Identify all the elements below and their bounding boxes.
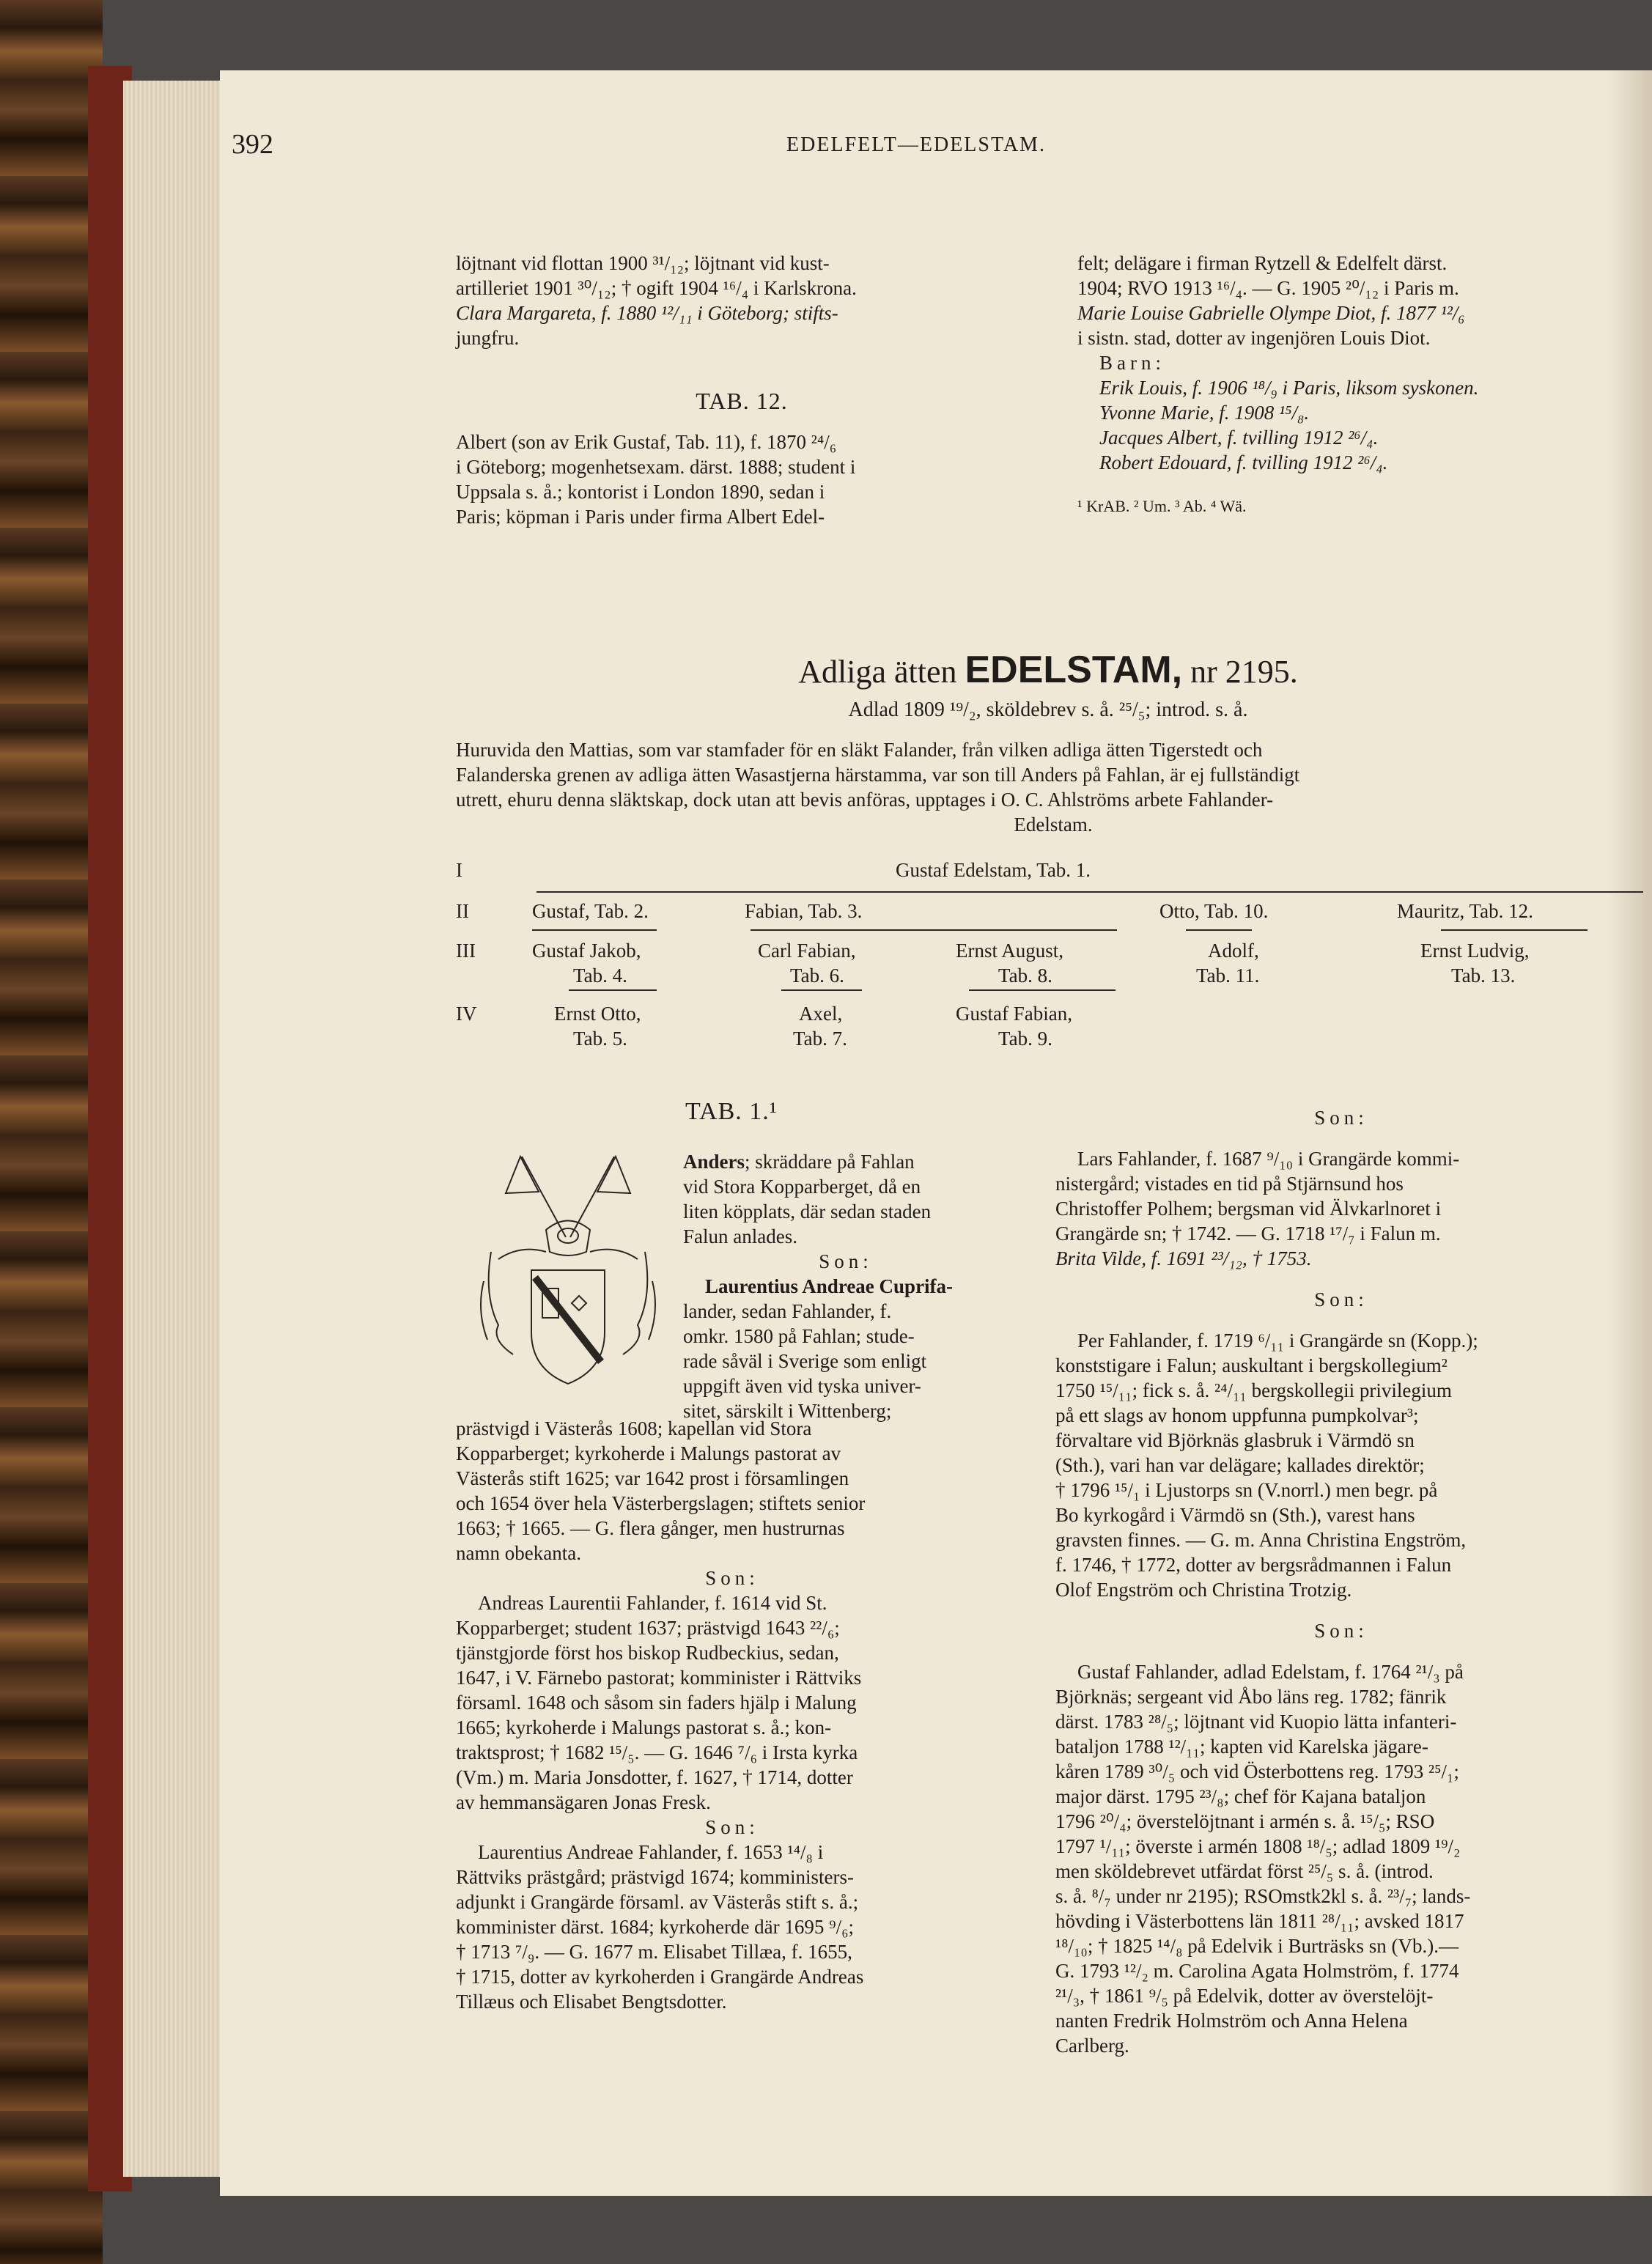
- tree-brace: [781, 989, 862, 991]
- title-prefix: Adliga ätten: [798, 654, 957, 690]
- family-tree: [456, 859, 1652, 1057]
- title-suffix: nr 2195.: [1190, 654, 1298, 690]
- text-line: Brita Vilde, f. 1691 ²³/₁₂, † 1753.: [1055, 1247, 1312, 1269]
- family-title: [454, 648, 1642, 692]
- generation-label: II: [456, 900, 469, 922]
- tree-node: Otto, Tab. 10.: [1159, 900, 1269, 922]
- text-line: 1904; RVO 1913 ¹⁶/₄. — G. 1905 ²⁰/₁₂ i Paris m.: [1077, 277, 1459, 299]
- text-line: i Göteborg; mogenhetsexam. därst. 1888; student i: [456, 456, 856, 478]
- text-line: † 1713 ⁷/₉. — G. 1677 m. Elisabet Tillæa, f. 1655,: [456, 1941, 852, 1963]
- text-line: komminister därst. 1684; kyrkoherde där 1695 ⁹/₆;: [456, 1916, 854, 1938]
- anders-text: ; skräddare på Fahlan: [745, 1151, 915, 1173]
- child-entry: Robert Edouard, f. tvilling 1912 ²⁶/₄.: [1099, 451, 1388, 473]
- tree-node: Tab. 6.: [790, 965, 844, 987]
- text-line: liten köpplats, där sedan staden: [683, 1201, 932, 1223]
- generation-label: I: [456, 859, 462, 881]
- tree-node: Tab. 11.: [1196, 965, 1260, 987]
- text-line: 1647, i V. Färnebo pastorat; komminister i Rättviks: [456, 1667, 862, 1689]
- tree-node: Tab. 9.: [998, 1028, 1052, 1050]
- son-label: Son:: [1314, 1620, 1368, 1642]
- text-line: Uppsala s. å.; kontorist i London 1890, sedan i: [456, 481, 825, 503]
- son-label: Son:: [819, 1250, 873, 1272]
- text-line: av hemmansägaren Jonas Fresk.: [456, 1791, 711, 1813]
- tree-brace: [536, 891, 1643, 893]
- text-line: Paris; köpman i Paris under firma Albert Edel-: [456, 506, 825, 528]
- tree-node: Ernst August,: [956, 940, 1064, 962]
- text-line: bataljon 1788 ¹²/₁₁; kapten vid Karelska jägare-: [1055, 1736, 1428, 1758]
- text-line: utrett, ehuru denna släktskap, dock utan att bevis anföras, upptages i O. C. Ahlströms arbete Fahlander-: [456, 789, 1274, 811]
- tree-brace: [751, 929, 1117, 931]
- text-line: tjänstgjorde först hos biskop Rudbeckius, sedan,: [456, 1642, 839, 1664]
- text-line: G. 1793 ¹²/₂ m. Carolina Agata Holmström, f. 1774: [1055, 1960, 1459, 1982]
- text-line: 1797 ¹/₁₁; överste i armén 1808 ¹⁸/₅; adlad 1809 ¹⁹/₂: [1055, 1835, 1461, 1857]
- text-line: Laurentius Andreae Cuprifa-: [705, 1275, 954, 1297]
- title-name: EDELSTAM,: [965, 649, 1183, 691]
- tree-node: Carl Fabian,: [758, 940, 856, 962]
- text-line: Bo kyrkogård i Värmdö sn (Sth.), varest hans: [1055, 1504, 1415, 1526]
- text-line: (Vm.) m. Maria Jonsdotter, f. 1627, † 1714, dotter: [456, 1766, 853, 1788]
- text-line: Huruvida den Mattias, som var stamfader för en släkt Falander, från vilken adliga ätten Tigerstedt och: [456, 739, 1263, 761]
- running-head: EDELFELT—EDELSTAM.: [786, 133, 1046, 156]
- text-line: Tillæus och Elisabet Bengtsdotter.: [456, 1991, 727, 2013]
- tree-node: Gustaf Fabian,: [956, 1003, 1072, 1025]
- text-line: vid Stora Kopparberget, då en: [683, 1176, 921, 1198]
- text-line: omkr. 1580 på Fahlan; stude-: [683, 1325, 915, 1347]
- text-line: Carlberg.: [1055, 2035, 1129, 2057]
- text-line: adjunkt i Grangärde församl. av Västerås stift s. å.;: [456, 1891, 859, 1913]
- text-line: traktsprost; † 1682 ¹⁵/₅. — G. 1646 ⁷/₆ i Irsta kyrka: [456, 1741, 858, 1763]
- text-line: förvaltare vid Björknäs glasbruk i Värmdö sn: [1055, 1429, 1415, 1451]
- tree-node: Gustaf Jakob,: [532, 940, 641, 962]
- text-line: uppgift även vid tyska univer-: [683, 1375, 921, 1397]
- tree-node: Gustaf, Tab. 2.: [532, 900, 649, 922]
- text-line: på ett slags av honom uppfunna pumpkolvar³;: [1055, 1404, 1419, 1426]
- page-stack: [123, 81, 226, 2177]
- text-line: artilleriet 1901 ³⁰/₁₂; † ogift 1904 ¹⁶/₄ i Karlskrona.: [456, 277, 857, 299]
- text-line: Per Fahlander, f. 1719 ⁶/₁₁ i Grangärde sn (Kopp.);: [1077, 1330, 1478, 1352]
- text-line: ²¹/₃, † 1861 ⁹/₅ på Edelvik, dotter av överstelöjt-: [1055, 1985, 1434, 2007]
- text-line: 1663; † 1665. — G. flera gånger, men hustrurnas: [456, 1517, 845, 1539]
- tree-brace: [969, 989, 1116, 991]
- text-line: major därst. 1795 ²³/₈; chef för Kajana bataljon: [1055, 1785, 1426, 1807]
- text-line: ¹⁸/₁₀; † 1825 ¹⁴/₈ på Edelvik i Burträsks sn (Vb.).—: [1055, 1935, 1459, 1957]
- son-label: Son:: [705, 1567, 759, 1589]
- son-label: Son:: [1314, 1107, 1368, 1129]
- tree-node: Ernst Otto,: [554, 1003, 641, 1025]
- column-left-top: [456, 251, 1028, 529]
- tree-node: Axel,: [799, 1003, 843, 1025]
- text-line: rade såväl i Sverige som enligt: [683, 1350, 927, 1372]
- barn-label: Barn:: [1099, 352, 1165, 374]
- text-line: Björknäs; sergeant vid Åbo läns reg. 1782; fänrik: [1055, 1686, 1447, 1708]
- tree-node: Tab. 8.: [998, 965, 1052, 987]
- tree-brace: [532, 929, 657, 931]
- text-line: Andreas Laurentii Fahlander, f. 1614 vid St.: [478, 1592, 827, 1614]
- text-line: nanten Fredrik Holmström och Anna Helena: [1055, 2010, 1408, 2032]
- text-line: Olof Engström och Christina Trotzig.: [1055, 1579, 1352, 1601]
- tree-node: Tab. 7.: [793, 1028, 847, 1050]
- page-number: 392: [232, 129, 273, 160]
- tree-brace: [1186, 929, 1252, 931]
- tab1-left-lower: [456, 1416, 1008, 2014]
- text-line: prästvigd i Västerås 1608; kapellan vid Stora: [456, 1417, 812, 1439]
- text-line: gravsten finnes. — G. m. Anna Christina Engström,: [1055, 1529, 1467, 1551]
- text-line: Laurentius Andreae Fahlander, f. 1653 ¹⁴/₈ i: [478, 1841, 824, 1863]
- text-line: Christoffer Polhem; bergsman vid Älvkarlnoret i: [1055, 1198, 1442, 1220]
- son-label: Son:: [705, 1816, 759, 1838]
- text-line: nistergård; vistades en tid på Stjärnsund hos: [1055, 1173, 1404, 1195]
- text-line: 1665; kyrkoherde i Malungs pastorat s. å.; kon-: [456, 1717, 832, 1738]
- text-line: men sköldebrevet utfärdat först ²⁵/₅ s. å. (introd.: [1055, 1860, 1434, 1882]
- tab1-right-column: [1055, 1105, 1627, 2058]
- coat-of-arms-icon: [469, 1149, 667, 1391]
- text-line: (Sth.), vari han var delägare; kallades direktör;: [1055, 1454, 1425, 1476]
- tree-node: Mauritz, Tab. 12.: [1397, 900, 1533, 922]
- tab1-left-upper: [683, 1149, 1008, 1423]
- family-intro: [456, 737, 1651, 837]
- text-line: jungfru.: [456, 327, 520, 349]
- text-line: Albert (son av Erik Gustaf, Tab. 11), f. 1870 ²⁴/₆: [456, 431, 837, 453]
- tree-node: Ernst Ludvig,: [1420, 940, 1530, 962]
- text-line: Falanderska grenen av adliga ätten Wasastjerna härstamma, var son till Anders på Fahlan, är ej fullständigt: [456, 764, 1300, 786]
- son-label: Son:: [1314, 1288, 1368, 1310]
- text-line: 1750 ¹⁵/₁₁; fick s. å. ²⁴/₁₁ bergskollegii privilegium: [1055, 1379, 1452, 1401]
- tree-node: Tab. 5.: [573, 1028, 627, 1050]
- text-line: löjtnant vid flottan 1900 ³¹/₁₂; löjtnant vid kust-: [456, 252, 830, 274]
- family-subtitle: Adlad 1809 ¹⁹/₂, sköldebrev s. å. ²⁵/₅; introd. s. å.: [848, 698, 1248, 721]
- text-line: hövding i Västerbottens län 1811 ²⁸/₁₁; avsked 1817: [1055, 1910, 1464, 1932]
- text-line: kåren 1789 ³⁰/₅ och vid Österbottens reg. 1793 ²⁵/₁;: [1055, 1760, 1459, 1782]
- book-spine-marbled-edge: [0, 0, 103, 2264]
- text-line: i sistn. stad, dotter av ingenjören Louis Diot.: [1077, 327, 1431, 349]
- tree-node: Gustaf Edelstam, Tab. 1.: [896, 859, 1091, 881]
- text-line: † 1796 ¹⁵/₁ i Ljustorps sn (V.norrl.) men begr. på: [1055, 1479, 1438, 1501]
- generation-label: III: [456, 940, 476, 962]
- child-entry: Erik Louis, f. 1906 ¹⁸/₉ i Paris, liksom syskonen.: [1099, 377, 1479, 399]
- text-line: Västerås stift 1625; var 1642 prost i församlingen: [456, 1467, 849, 1489]
- text-line: Lars Fahlander, f. 1687 ⁹/₁₀ i Grangärde kommi-: [1077, 1148, 1460, 1170]
- tree-node: Fabian, Tab. 3.: [745, 900, 863, 922]
- text-line: Rättviks prästgård; prästvigd 1674; komministers-: [456, 1866, 854, 1888]
- child-entry: Yvonne Marie, f. 1908 ¹⁵/₈.: [1099, 402, 1310, 424]
- text-line: lander, sedan Fahlander, f.: [683, 1300, 892, 1322]
- text-line: namn obekanta.: [456, 1542, 581, 1564]
- text-line: Falun anlades.: [683, 1225, 797, 1247]
- text-line: Kopparberget; student 1637; prästvigd 1643 ²²/₆;: [456, 1617, 840, 1639]
- text-line: s. å. ⁸/₇ under nr 2195); RSOmstk2kl s. å. ²³/₇; lands-: [1055, 1885, 1471, 1907]
- generation-label: IV: [456, 1003, 477, 1025]
- text-line: Clara Margareta, f. 1880 ¹²/₁₁ i Göteborg; stifts-: [456, 302, 838, 324]
- text-line: konststigare i Falun; auskultant i bergskollegium²: [1055, 1354, 1448, 1376]
- tree-node: Tab. 4.: [573, 965, 627, 987]
- tree-node: Tab. 13.: [1451, 965, 1516, 987]
- text-line: Marie Louise Gabrielle Olympe Diot, f. 1877 ¹²/₆: [1077, 302, 1465, 324]
- text-line: Grangärde sn; † 1742. — G. 1718 ¹⁷/₇ i Falun m.: [1055, 1223, 1441, 1245]
- tree-brace: [569, 989, 657, 991]
- anders-name: Anders: [683, 1151, 745, 1173]
- text-line: och 1654 över hela Västerbergslagen; stiftets senior: [456, 1492, 866, 1514]
- tree-brace: [1441, 929, 1588, 931]
- column-right-top: [1077, 251, 1652, 519]
- text-line: Edelstam.: [1014, 814, 1093, 836]
- text-line: † 1715, dotter av kyrkoherden i Grangärde Andreas: [456, 1966, 864, 1988]
- text-line: församl. 1648 och såsom sin faders hjälp i Malung: [456, 1692, 857, 1714]
- footnotes: ¹ KrAB. ² Um. ³ Ab. ⁴ Wä.: [1077, 497, 1247, 515]
- child-entry: Jacques Albert, f. tvilling 1912 ²⁶/₄.: [1099, 427, 1379, 449]
- text-line: [683, 1149, 1008, 1174]
- text-line: 1796 ²⁰/₄; överstelöjtnant i armén s. å. ¹⁵/₅; RSO: [1055, 1810, 1435, 1832]
- text-line: felt; delägare i firman Rytzell & Edelfelt därst.: [1077, 252, 1448, 274]
- tab1-heading: TAB. 1.¹: [685, 1098, 778, 1125]
- tab12-heading: TAB. 12.: [696, 388, 788, 414]
- tree-node: Adolf,: [1208, 940, 1259, 962]
- text-line: Kopparberget; kyrkoherde i Malungs pastorat av: [456, 1442, 841, 1464]
- text-line: f. 1746, † 1772, dotter av bergsrådmannen i Falun: [1055, 1554, 1452, 1576]
- text-line: Gustaf Fahlander, adlad Edelstam, f. 1764 ²¹/₃ på: [1077, 1661, 1464, 1683]
- text-line: därst. 1783 ²⁸/₅; löjtnant vid Kuopio lätta infanteri-: [1055, 1711, 1457, 1733]
- text-line: sitet, särskilt i Wittenberg;: [683, 1400, 892, 1422]
